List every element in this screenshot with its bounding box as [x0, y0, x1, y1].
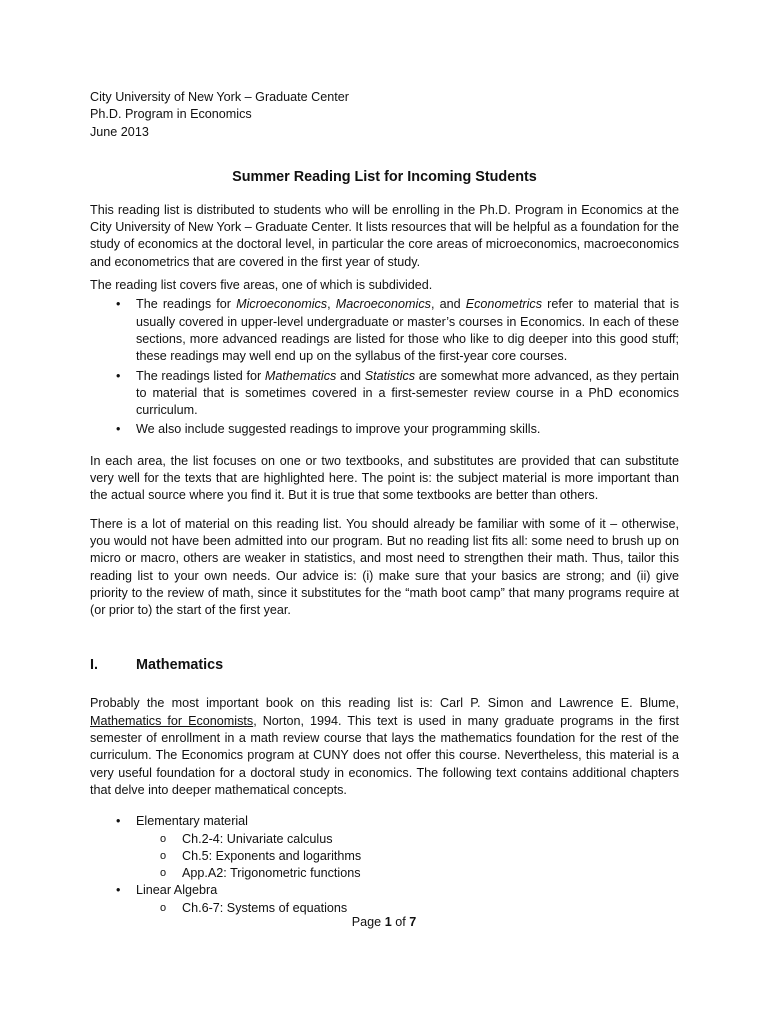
- footer-page-label: Page: [351, 915, 385, 929]
- text-run: , Norton, 1994. This text is used in many graduate programs in the first semester of enrollment in a math review course that lays the mathematics foundation for the rest of the curriculum. The Economics program at CUNY does not offer this course. Nevertheless, this material is a very useful foundation for a doctoral study in economics. The following text contains additional chapters that delve into deeper mathematical concepts.: [90, 713, 679, 797]
- section-title: Mathematics: [136, 657, 224, 674]
- text-run-italic: Statistics: [364, 368, 416, 383]
- page-footer: [0, 915, 768, 929]
- text-run: ,: [327, 297, 336, 312]
- list-item: [136, 882, 679, 917]
- text-run: refer to material that is usually covered in upper-level undergraduate or master’s courses in Economics. In each of these sections, more advanced readings are listed for those who like to dig deeper into this good stuff; these readings may well end up on the syllabus of the first-year core courses.: [136, 297, 679, 364]
- intro-paragraph-2: The reading list covers five areas, one of which is subdivided.: [90, 278, 433, 293]
- intro-paragraph-4: There is a lot of material on this reading list. You should already be familiar with some of it – otherwise, you would not have been admitted into our program. But no reading list fits all: some need to brush up on micro or macro, others are weaker in statistics, and most need to strengthen their math. Thus, tailor this reading list to your own needs. Our advice is: (i) make sure that your basics are strong; and (ii) give priority to the review of math, since it substitutes for the “math boot camp” that many programs require at (or prior to) the start of the first year.: [90, 516, 679, 618]
- text-run-italic: Econometrics: [465, 297, 543, 312]
- header-block: [90, 89, 679, 141]
- list-item: o Ch.5: Exponents and logarithms: [182, 848, 679, 865]
- page-title: Summer Reading List for Incoming Students: [232, 168, 537, 185]
- topic-list: [90, 813, 679, 917]
- page-number: 1: [384, 915, 392, 929]
- text-run-italic: Microeconomics: [236, 297, 328, 312]
- book-title: Mathematics for Economists: [90, 713, 254, 728]
- page-total: 7: [409, 915, 417, 929]
- text-run-italic: Macroeconomics: [335, 297, 431, 312]
- list-item: o Ch.6-7: Systems of equations: [182, 900, 679, 917]
- program-line: Ph.D. Program in Economics: [90, 107, 252, 122]
- document-body: [90, 89, 679, 917]
- list-item: o App.A2: Trigonometric functions: [182, 865, 679, 882]
- list-item: [136, 296, 679, 365]
- topic-label: Linear Algebra: [136, 883, 218, 898]
- section-number: I.: [90, 657, 98, 674]
- intro-paragraph-3: In each area, the list focuses on one or two textbooks, and substitutes are provided that can substitute very well for the texts that are highlighted here. The point is: the subject material is more important than the actual source where you find it. But it is true that some textbooks are better than others.: [90, 453, 679, 503]
- text-run: The readings for: [136, 297, 237, 312]
- intro-paragraph-1: This reading list is distributed to students who will be enrolling in the Ph.D. Program in Economics at the City University of New York – Graduate Center. It lists resources that will be helpful as a foundation for the study of economics at the doctoral level, in particular the core areas of microeconomics, macroeconomics and econometrics that are covered in the first year of study.: [90, 202, 679, 269]
- text-run: Probably the most important book on this reading list is: Carl P. Simon and Lawrence E. Blume,: [90, 696, 679, 711]
- institution-line: City University of New York – Graduate Center: [90, 90, 349, 104]
- section-heading: [90, 655, 679, 675]
- list-item: [136, 813, 679, 882]
- text-run: The readings listed for: [136, 368, 265, 383]
- list-item: o Ch.2-4: Univariate calculus: [182, 831, 679, 848]
- areas-list: [90, 296, 679, 438]
- text-run-italic: Mathematics: [264, 368, 337, 383]
- footer-of-label: of: [391, 915, 410, 929]
- text-run: and: [336, 368, 365, 383]
- text-run: , and: [430, 297, 466, 312]
- section-paragraph: [90, 695, 679, 799]
- date-line: June 2013: [90, 124, 149, 139]
- text-run: are somewhat more advanced, as they pertain to material that is sometimes covered in a first-semester review course in a PhD economics curriculum.: [136, 368, 680, 418]
- topic-label: Elementary material: [136, 814, 248, 829]
- subtopic-list: [136, 831, 679, 883]
- list-item: • We also include suggested readings to improve your programming skills.: [136, 421, 679, 438]
- list-item: [136, 368, 679, 420]
